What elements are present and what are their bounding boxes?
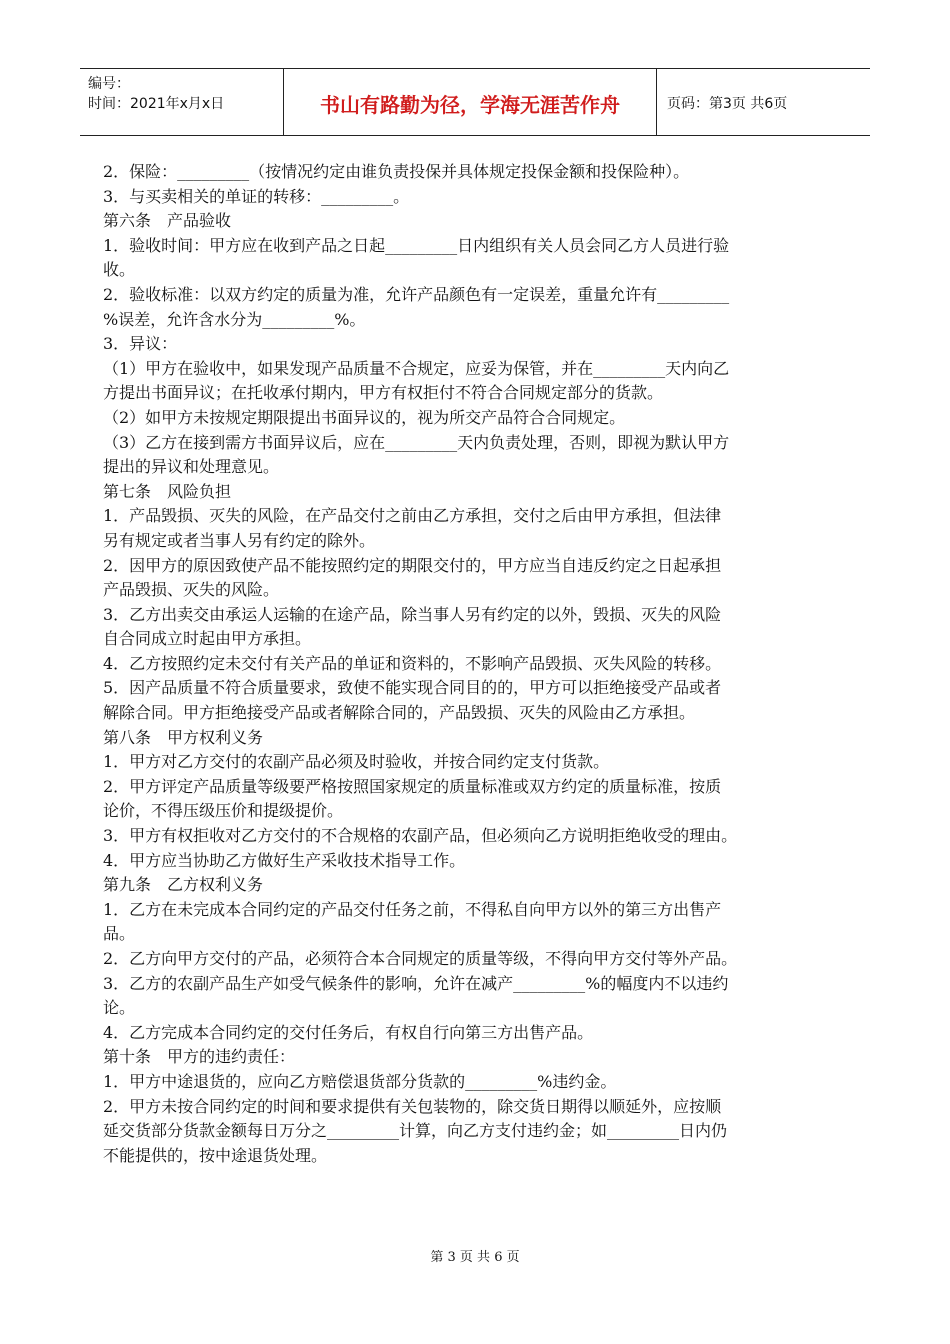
body-line: 论。	[103, 998, 136, 1018]
body-line: 4．甲方应当协助乙方做好生产采收技术指导工作。	[103, 850, 466, 870]
body-line: 2．验收标准：以双方约定的质量为准，允许产品颜色有一定误差，重量允许有_________	[103, 284, 730, 304]
body-line: 2．因甲方的原因致使产品不能按照约定的期限交付的，甲方应当自违反约定之日起承担	[103, 555, 722, 575]
body-line: 2．甲方评定产品质量等级要严格按照国家规定的质量标准或双方约定的质量标准，按质	[103, 776, 722, 796]
header-motto: 书山有路勤为径，学海无涯苦作舟	[320, 93, 620, 117]
body-line: 1．验收时间：甲方应在收到产品之日起_________日内组织有关人员会同乙方人员进行验	[103, 235, 730, 255]
body-line: 收。	[103, 260, 136, 280]
body-line: 1．甲方对乙方交付的农副产品必须及时验收，并按合同约定支付货款。	[103, 752, 610, 772]
body-line: 1．产品毁损、灭失的风险，在产品交付之前由乙方承担，交付之后由甲方承担，但法律	[103, 506, 722, 526]
body-line: 产品毁损、灭失的风险。	[103, 580, 280, 600]
body-line: 3．乙方的农副产品生产如受气候条件的影响，允许在减产_________%的幅度内不以违约	[103, 973, 729, 993]
body-line: 4．乙方按照约定未交付有关产品的单证和资料的，不影响产品毁损、灭失风险的转移。	[103, 653, 722, 673]
body-line: （1）甲方在验收中，如果发现产品质量不合规定，应妥为保管，并在_________天内向乙	[103, 358, 730, 378]
body-line: 3．与买卖相关的单证的转移：_________。	[103, 186, 410, 206]
document-number-label: 编号：	[88, 76, 130, 92]
body-line: %误差，允许含水分为_________%。	[103, 309, 366, 329]
section-heading: 第九条 乙方权利义务	[103, 875, 264, 895]
body-line: 5．因产品质量不符合质量要求，致使不能实现合同目的的，甲方可以拒绝接受产品或者	[103, 678, 722, 698]
section-heading: 第十条 甲方的违约责任：	[103, 1047, 296, 1067]
body-line: 3．异议：	[103, 334, 178, 354]
page-header	[80, 68, 870, 136]
body-line: 3．甲方有权拒收对乙方交付的不合规格的农副产品，但必须向乙方说明拒绝收受的理由。	[103, 826, 738, 846]
body-line: 1．甲方中途退货的，应向乙方赔偿退货部分货款的_________%违约金。	[103, 1071, 617, 1091]
header-left-cell	[80, 69, 284, 135]
body-line: 2．保险：_________（按情况约定由谁负责投保并具体规定投保金额和投保险种）。	[103, 162, 690, 181]
body-line: 论价，不得压级压价和提级提价。	[103, 801, 344, 821]
body-line: 品。	[103, 924, 136, 944]
document-date: 时间：2021年x月x日	[88, 96, 225, 112]
header-middle-cell	[284, 69, 657, 135]
body-line: 提出的异议和处理意见。	[103, 457, 280, 477]
document-body	[103, 160, 849, 1168]
body-line: 1．乙方在未完成本合同约定的产品交付任务之前，不得私自向甲方以外的第三方出售产	[103, 899, 722, 919]
body-line: 4．乙方完成本合同约定的交付任务后，有权自行向第三方出售产品。	[103, 1022, 594, 1042]
header-page-info: 页码：第3页 共6页	[667, 96, 788, 112]
body-line: 2．甲方未按合同约定的时间和要求提供有关包装物的，除交货日期得以顺延外，应按顺	[103, 1096, 722, 1116]
page-footer: 第 3 页 共 6 页	[430, 1250, 520, 1265]
body-line: 不能提供的，按中途退货处理。	[103, 1145, 328, 1165]
body-line: 解除合同。甲方拒绝接受产品或者解除合同的，产品毁损、灭失的风险由乙方承担。	[103, 703, 696, 723]
body-line: 自合同成立时起由甲方承担。	[103, 629, 312, 649]
body-line: 2．乙方向甲方交付的产品，必须符合本合同规定的质量等级，不得向甲方交付等外产品。	[103, 949, 738, 968]
section-heading: 第六条 产品验收	[103, 211, 232, 231]
section-heading: 第七条 风险负担	[103, 481, 232, 501]
body-line: 另有规定或者当事人另有约定的除外。	[103, 530, 376, 550]
section-heading: 第八条 甲方权利义务	[103, 727, 264, 747]
body-line: 3．乙方出卖交由承运人运输的在途产品，除当事人另有约定的以外，毁损、灭失的风险	[103, 604, 722, 624]
body-line: 延交货部分货款金额每日万分之_________计算，向乙方支付违约金；如_________日内仍	[103, 1121, 728, 1141]
body-line: 方提出书面异议；在托收承付期内，甲方有权拒付不符合合同规定部分的货款。	[103, 383, 664, 403]
header-right-cell	[657, 69, 870, 135]
body-line: （3）乙方在接到需方书面异议后，应在_________天内负责处理，否则，即视为默认甲方	[103, 432, 730, 452]
body-line: （2）如甲方未按规定期限提出书面异议的，视为所交产品符合合同规定。	[103, 407, 626, 427]
